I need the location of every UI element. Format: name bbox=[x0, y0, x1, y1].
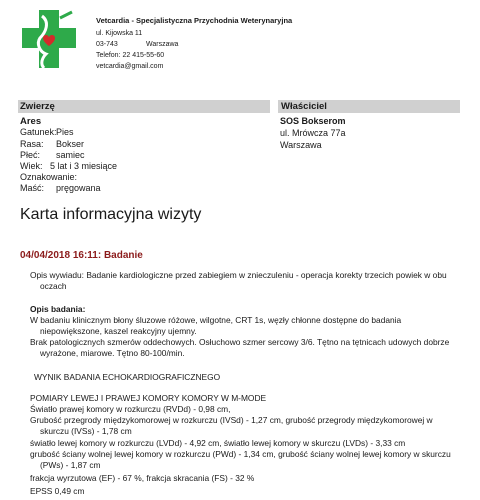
color-value: pręgowana bbox=[56, 183, 101, 193]
measurement-7: frakcja wyrzutowa (EF) - 67 %, frakcja skracania (FS) - 32 % bbox=[30, 473, 255, 483]
owner-city: Warszawa bbox=[280, 140, 322, 150]
breed-value: Bokser bbox=[56, 139, 85, 149]
exam-line-4: wyrażone, miarowe. Tętno 80-100/min. bbox=[40, 348, 185, 358]
clinic-email: vetcardia@gmail.com bbox=[96, 63, 164, 70]
measurement-2: Grubość przegrody międzykomorowej w rozkurczu (IVSd) - 1,27 cm, grubość przegrody międzykomorowej w bbox=[30, 415, 433, 425]
clinic-street: ul. Kijowska 11 bbox=[96, 30, 143, 37]
exam-line-2: niepowiększone, kaszel reakcyjny ujemny. bbox=[40, 326, 197, 336]
owner-street: ul. Mrówcza 77a bbox=[280, 128, 346, 138]
clinic-postal: 03-743 bbox=[96, 41, 118, 48]
measurement-3: skurczu (IVSs) - 1,78 cm bbox=[40, 426, 132, 436]
clinic-city: Warszawa bbox=[146, 41, 179, 48]
age-value: 5 lat i 3 miesiące bbox=[50, 161, 118, 171]
measurement-1: Światło prawej komory w rozkurczu (RVDd) - 0,98 cm, bbox=[30, 404, 231, 414]
sex-label: Płeć: bbox=[20, 150, 41, 160]
breed-label: Rasa: bbox=[20, 139, 44, 149]
age-label: Wiek: bbox=[20, 161, 43, 171]
interview-line-1: Opis wywiadu: Badanie kardiologiczne przed zabiegiem w znieczuleniu - operacja korekty trzecich powiek w obu bbox=[30, 270, 447, 280]
clinic-name: Vetcardia - Specjalistyczna Przychodnia Weterynaryjna bbox=[96, 16, 293, 25]
clinic-phone: Telefon: 22 415-55-60 bbox=[96, 52, 165, 59]
species-value: Pies bbox=[56, 127, 74, 137]
measurement-4: światło lewej komory w rozkurczu (LVDd) - 4,92 cm, światło lewej komory w skurczu (LVDs) - 3,33 cm bbox=[30, 438, 406, 448]
owner-section-label: Właściciel bbox=[281, 101, 327, 112]
owner-name: SOS Bokserom bbox=[280, 116, 346, 126]
logo-mark bbox=[60, 12, 72, 18]
measurement-8: EPSS 0,49 cm bbox=[30, 486, 85, 496]
sex-value: samiec bbox=[56, 150, 85, 160]
exam-line-3: Brak patologicznych szmerów oddechowych. Osłuchowo szmer sercowy 3/6. Tętno na tętnicach udowych dobrze bbox=[30, 337, 450, 347]
species-label: Gatunek: bbox=[20, 127, 57, 137]
color-label: Maść: bbox=[20, 183, 45, 193]
interview-line-2: oczach bbox=[40, 281, 67, 291]
marking-label: Oznakowanie: bbox=[20, 172, 78, 182]
document-title: Karta informacyjna wizyty bbox=[20, 206, 202, 223]
measurement-6: (PWs) - 1,87 cm bbox=[40, 460, 101, 470]
patient-name: Ares bbox=[20, 116, 42, 127]
measurement-5: grubość ściany wolnej lewej komory w rozkurczu (PWd) - 1,34 cm, grubość ściany wolnej lewej komory w skurczu bbox=[30, 449, 451, 459]
visit-header: 04/04/2018 16:11: Badanie bbox=[20, 250, 143, 261]
exam-label: Opis badania: bbox=[30, 304, 86, 314]
clinic-logo bbox=[20, 8, 78, 70]
exam-line-1: W badaniu klinicznym błony śluzowe różowe, wilgotne, CRT 1s, węzły chłonne dostępne do badania bbox=[30, 315, 402, 325]
patient-section-bar bbox=[18, 100, 270, 113]
patient-section-label: Zwierzę bbox=[20, 101, 55, 112]
echo-title: WYNIK BADANIA ECHOKARDIOGRAFICZNEGO bbox=[34, 372, 221, 382]
mmode-title: POMIARY LEWEJ I PRAWEJ KOMORY KOMORY W M-MODE bbox=[30, 393, 267, 403]
